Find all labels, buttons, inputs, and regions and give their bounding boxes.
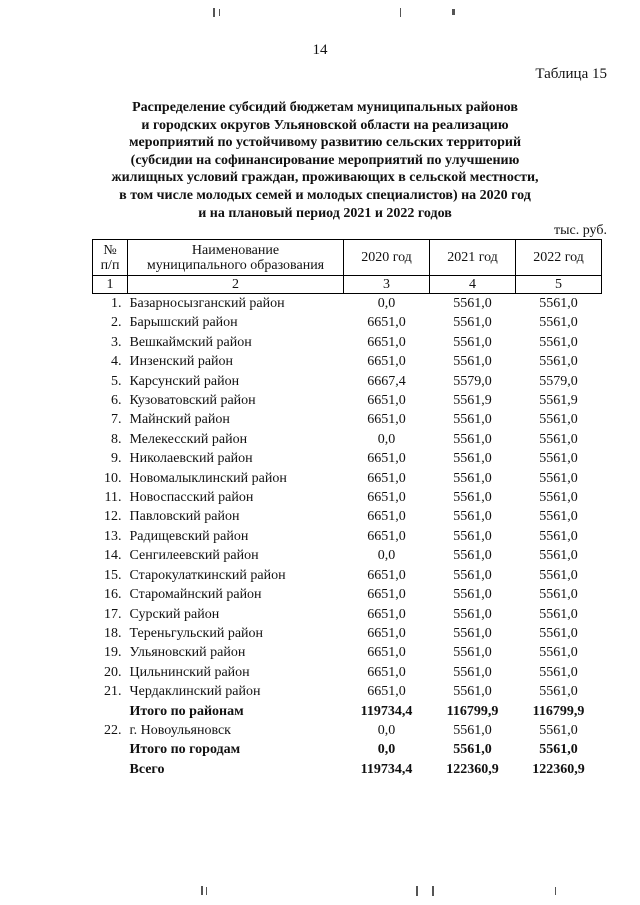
row-number: 21. <box>104 684 122 700</box>
municipality-name: Барышский район <box>129 315 238 331</box>
value-2022: 5561,0 <box>539 528 578 544</box>
municipality-name: Кузоватовский район <box>129 393 256 409</box>
value-2022: 5561,0 <box>539 684 578 700</box>
row-number <box>93 702 128 721</box>
value-2021: 5561,0 <box>453 431 492 447</box>
table-row <box>93 585 602 604</box>
municipality-name: Базарносызганский район <box>129 296 285 311</box>
scan-mark <box>400 8 401 17</box>
value-2021: 122360,9 <box>446 761 499 777</box>
municipality-name: Новоспасский район <box>129 490 254 506</box>
municipality-name: Радищевский район <box>129 528 249 544</box>
value-2021: 5561,0 <box>453 664 492 680</box>
header-year-2021: 2021 год <box>430 240 516 276</box>
scan-mark <box>432 886 434 896</box>
row-number: 9. <box>111 451 122 467</box>
title-line: и городских округов Ульяновской области на реализацию <box>141 117 509 133</box>
row-number: 12. <box>104 509 122 525</box>
value-2021: 5561,0 <box>453 451 492 467</box>
value-2021: 5561,0 <box>453 412 492 428</box>
table-row <box>93 605 602 624</box>
row-number: 2. <box>111 315 122 331</box>
municipality-name: Инзенский район <box>129 354 234 370</box>
value-2022: 5561,0 <box>539 567 578 583</box>
table-row <box>93 488 602 507</box>
table-row <box>93 313 602 332</box>
value-2022: 5561,0 <box>539 470 578 486</box>
value-2020: 6651,0 <box>367 354 406 370</box>
value-2021: 5561,0 <box>453 315 492 331</box>
table-row <box>93 643 602 662</box>
value-2021: 5561,0 <box>453 509 492 525</box>
row-number: 22. <box>104 722 122 738</box>
value-2020: 6651,0 <box>367 315 406 331</box>
municipality-name: Новомалыклинский район <box>129 470 287 486</box>
value-2020: 6651,0 <box>367 470 406 486</box>
value-2020: 6651,0 <box>367 684 406 700</box>
value-2021: 5561,0 <box>453 490 492 506</box>
total-row <box>93 760 602 779</box>
value-2020: 119734,4 <box>360 703 413 719</box>
value-2020: 0,0 <box>377 548 396 564</box>
value-2021: 5561,0 <box>453 528 492 544</box>
municipality-name: Цильнинский район <box>129 664 250 680</box>
value-2020: 6651,0 <box>367 334 406 350</box>
table-row <box>93 294 602 314</box>
column-index: 5 <box>516 276 602 294</box>
value-2020: 6667,4 <box>367 373 406 389</box>
header-number: № п/п <box>93 240 128 276</box>
value-2021: 5561,0 <box>453 296 492 311</box>
value-2022: 5561,0 <box>539 451 578 467</box>
municipality-name: Чердаклинский район <box>129 684 261 700</box>
row-number: 17. <box>104 606 122 622</box>
value-2020: 6651,0 <box>367 664 406 680</box>
value-2020: 6651,0 <box>367 451 406 467</box>
municipality-name: Вешкаймский район <box>129 334 252 350</box>
value-2020: 6651,0 <box>367 645 406 661</box>
value-2021: 5561,0 <box>453 722 492 738</box>
value-2021: 5561,0 <box>453 548 492 564</box>
value-2021: 5561,0 <box>453 470 492 486</box>
row-number: 16. <box>104 587 122 603</box>
header-row <box>93 240 602 276</box>
units-label: тыс. руб. <box>554 223 607 238</box>
table-row <box>93 333 602 352</box>
row-number: 20. <box>104 664 122 680</box>
value-2020: 6651,0 <box>367 412 406 428</box>
value-2020: 0,0 <box>377 431 396 447</box>
scan-mark <box>213 8 215 17</box>
value-2022: 5561,0 <box>539 606 578 622</box>
table-row <box>93 546 602 565</box>
value-2022: 5561,0 <box>539 509 578 525</box>
row-number: 15. <box>104 567 122 583</box>
value-2020: 6651,0 <box>367 393 406 409</box>
value-2022: 5561,0 <box>539 412 578 428</box>
value-2020: 6651,0 <box>367 490 406 506</box>
scan-mark <box>416 886 418 896</box>
page-number: 14 <box>312 42 328 58</box>
column-index-row <box>93 276 602 294</box>
row-number: 14. <box>104 548 122 564</box>
title-line: и на плановый период 2021 и 2022 годов <box>198 205 452 221</box>
municipality-name: Старокулаткинский район <box>129 567 286 583</box>
value-2020: 119734,4 <box>360 761 413 777</box>
municipality-name: Ульяновский район <box>129 645 246 661</box>
total-row <box>93 740 602 759</box>
table-row <box>93 449 602 468</box>
municipality-name: Всего <box>129 761 165 777</box>
row-number: 13. <box>104 528 122 544</box>
value-2021: 5561,0 <box>453 606 492 622</box>
row-number <box>93 760 128 779</box>
value-2022: 5561,0 <box>539 664 578 680</box>
value-2020: 6651,0 <box>367 606 406 622</box>
value-2020: 6651,0 <box>367 528 406 544</box>
value-2022: 5561,0 <box>539 548 578 564</box>
row-number <box>93 740 128 759</box>
row-number: 18. <box>104 625 122 641</box>
table-row <box>93 624 602 643</box>
value-2022: 122360,9 <box>532 761 585 777</box>
municipality-name: Мелекесский район <box>129 431 248 447</box>
table-row <box>93 527 602 546</box>
municipality-name: Итого по городам <box>129 742 241 758</box>
table-row <box>93 682 602 701</box>
title-line: в том числе молодых семей и молодых специалистов) на 2020 год <box>119 187 531 203</box>
row-number: 19. <box>104 645 122 661</box>
scan-mark <box>219 9 220 16</box>
table-body <box>93 294 602 780</box>
value-2022: 5579,0 <box>539 373 578 389</box>
column-index: 1 <box>93 276 128 294</box>
row-number: 1. <box>111 296 122 311</box>
column-index: 3 <box>344 276 430 294</box>
title-line: Распределение субсидий бюджетам муниципальных районов <box>132 100 518 115</box>
row-number: 7. <box>111 412 122 428</box>
value-2020: 0,0 <box>377 296 396 311</box>
municipality-name: Тереньгульский район <box>129 625 264 641</box>
value-2022: 5561,0 <box>539 490 578 506</box>
value-2021: 5561,0 <box>453 334 492 350</box>
municipality-name: Сурский район <box>129 606 220 622</box>
value-2021: 5561,0 <box>453 625 492 641</box>
title-line: (субсидии на софинансирование мероприятий по улучшению <box>130 152 520 168</box>
value-2021: 5579,0 <box>453 373 492 389</box>
municipality-name: Павловский район <box>129 509 240 525</box>
value-2022: 5561,0 <box>539 354 578 370</box>
table-row <box>93 469 602 488</box>
value-2020: 0,0 <box>377 742 396 758</box>
header-year-2020: 2020 год <box>344 240 430 276</box>
value-2022: 5561,0 <box>539 334 578 350</box>
municipality-name: г. Новоульяновск <box>129 722 231 738</box>
municipality-name: Итого по районам <box>129 703 244 719</box>
municipality-name: Старомайнский район <box>129 587 262 603</box>
municipality-name: Майнский район <box>129 412 230 428</box>
table-row <box>93 391 602 410</box>
value-2022: 5561,0 <box>539 645 578 661</box>
value-2022: 5561,0 <box>539 431 578 447</box>
municipality-name: Николаевский район <box>129 451 253 467</box>
municipality-name: Сенгилеевский район <box>129 548 259 564</box>
value-2021: 5561,0 <box>453 684 492 700</box>
row-number: 11. <box>104 490 122 506</box>
table-row <box>93 372 602 391</box>
scan-mark <box>201 886 203 895</box>
table-row <box>93 507 602 526</box>
value-2021: 5561,0 <box>453 567 492 583</box>
table-label: Таблица 15 <box>535 66 607 82</box>
subsidies-table <box>92 239 602 779</box>
value-2021: 5561,0 <box>453 742 492 758</box>
title-line: мероприятий по устойчивому развитию сельских территорий <box>128 135 522 151</box>
scan-mark <box>206 887 207 895</box>
row-number: 5. <box>111 373 122 389</box>
row-number: 10. <box>104 470 122 486</box>
document-title <box>90 99 560 222</box>
value-2021: 116799,9 <box>446 703 499 719</box>
table-row <box>93 663 602 682</box>
value-2020: 0,0 <box>377 722 396 738</box>
value-2020: 6651,0 <box>367 625 406 641</box>
column-index: 4 <box>430 276 516 294</box>
row-number: 3. <box>111 334 122 350</box>
table-row <box>93 410 602 429</box>
value-2022: 5561,0 <box>539 296 578 311</box>
value-2022: 5561,0 <box>539 315 578 331</box>
value-2021: 5561,0 <box>453 645 492 661</box>
value-2021: 5561,9 <box>453 393 492 409</box>
value-2021: 5561,0 <box>453 354 492 370</box>
header-year-2022: 2022 год <box>516 240 602 276</box>
table-row <box>93 430 602 449</box>
value-2021: 5561,0 <box>453 587 492 603</box>
value-2020: 6651,0 <box>367 567 406 583</box>
value-2022: 5561,0 <box>539 722 578 738</box>
row-number: 6. <box>111 393 122 409</box>
value-2020: 6651,0 <box>367 587 406 603</box>
value-2022: 116799,9 <box>532 703 585 719</box>
table-row <box>93 566 602 585</box>
total-row <box>93 702 602 721</box>
value-2022: 5561,0 <box>539 742 578 758</box>
row-number: 4. <box>111 354 122 370</box>
value-2022: 5561,0 <box>539 587 578 603</box>
title-line: жилищных условий граждан, проживающих в сельской местности, <box>111 170 539 186</box>
scan-mark <box>452 9 455 15</box>
scan-mark <box>555 887 556 895</box>
value-2022: 5561,9 <box>539 393 578 409</box>
column-index: 2 <box>128 276 344 294</box>
header-municipality: Наименование муниципального образования <box>128 240 344 276</box>
table-row <box>93 721 602 740</box>
table-row <box>93 352 602 371</box>
value-2022: 5561,0 <box>539 625 578 641</box>
municipality-name: Карсунский район <box>129 373 240 389</box>
row-number: 8. <box>111 431 122 447</box>
value-2020: 6651,0 <box>367 509 406 525</box>
